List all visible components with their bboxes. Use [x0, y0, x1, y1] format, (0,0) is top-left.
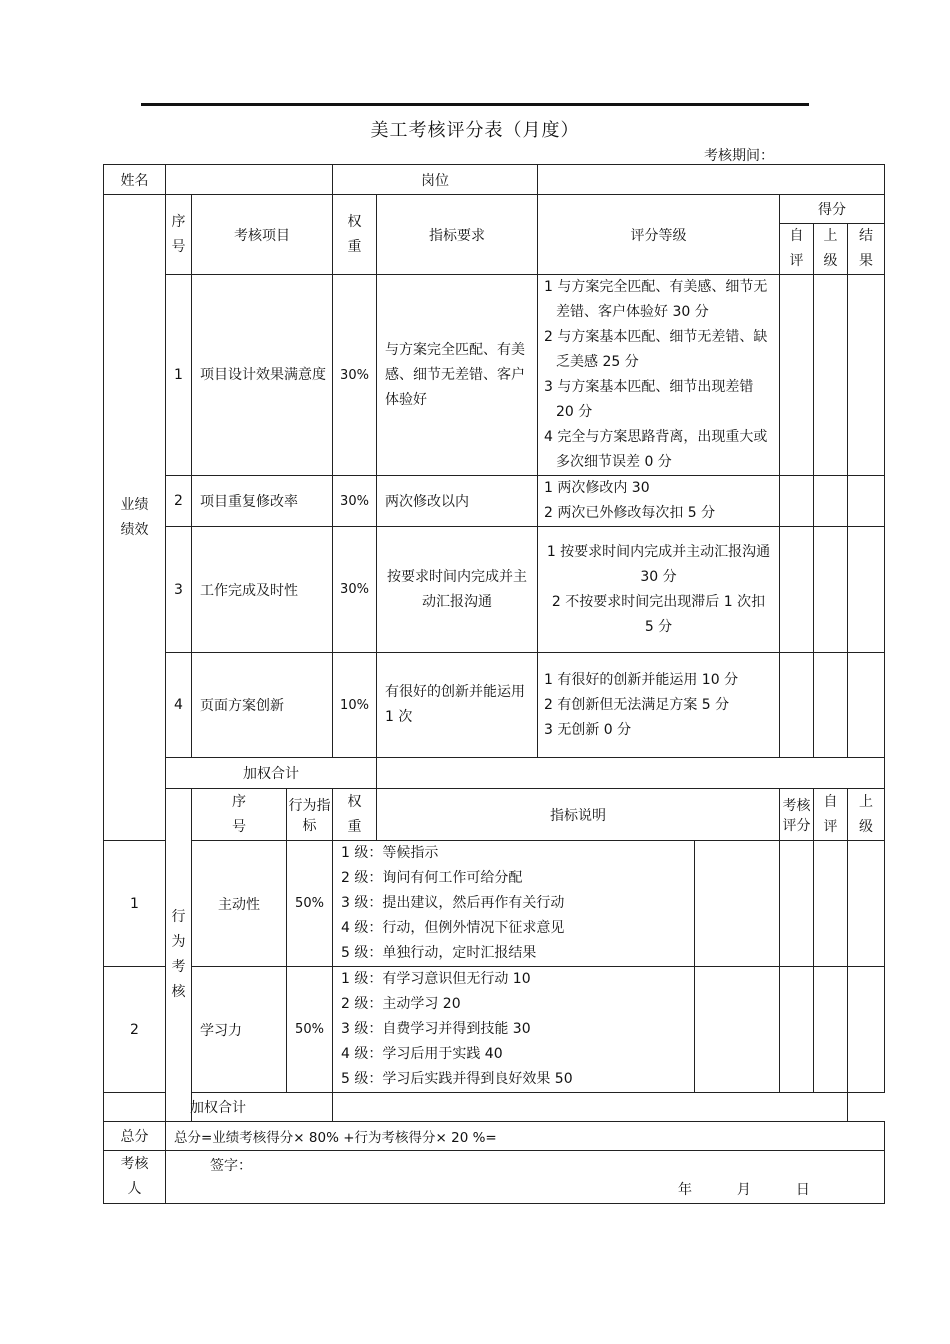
grade-line: 2 不按要求时间完出现滞后 1 次扣 5 分	[551, 593, 766, 635]
perf-grades	[538, 275, 780, 476]
perf-col-self: 自 评	[780, 224, 814, 275]
sign-label: 签字：	[210, 1158, 252, 1174]
beh-levels	[333, 841, 695, 967]
perf-item: 工作完成及时性	[192, 527, 333, 653]
result-score-cell[interactable]	[848, 275, 885, 476]
level-line: 2 级：主动学习 20	[341, 996, 461, 1012]
perf-col-superior: 上 级	[814, 224, 848, 275]
perf-col-score: 得分	[780, 195, 885, 224]
self-score-cell[interactable]	[780, 476, 814, 527]
level-line: 3 级：自费学习并得到技能 30	[341, 1021, 531, 1037]
perf-total-value[interactable]	[377, 758, 885, 789]
eval-score-cell[interactable]	[695, 967, 780, 1093]
level-line: 3 级：提出建议，然后再作有关行动	[341, 895, 565, 911]
perf-col-item: 考核项目	[192, 195, 333, 275]
perf-item: 页面方案创新	[192, 653, 333, 758]
grade-line: 3 无创新 0 分	[544, 721, 632, 738]
beh-col-seq: 序 号	[192, 789, 287, 841]
perf-seq: 1	[166, 275, 192, 476]
perf-section-label: 业绩 绩效	[104, 195, 166, 841]
level-line: 5 级：单独行动，定时汇报结果	[341, 945, 537, 961]
assessor-sign-cell[interactable]	[166, 1151, 885, 1204]
beh-total-label: 加权合计	[104, 1093, 333, 1122]
superior-score-cell[interactable]	[814, 275, 848, 476]
grade-line: 2 两次已外修改每次扣 5 分	[544, 505, 716, 521]
total-label: 总分	[104, 1122, 166, 1151]
position-field[interactable]	[538, 165, 885, 195]
beh-total-value[interactable]	[333, 1093, 848, 1122]
perf-col-req: 指标要求	[377, 195, 538, 275]
grade-line: 1 两次修改内 30	[544, 480, 650, 496]
result-score-cell[interactable]	[848, 841, 885, 967]
perf-req: 两次修改以内	[377, 476, 538, 527]
perf-col-grade: 评分等级	[538, 195, 780, 275]
perf-item: 项目设计效果满意度	[192, 275, 333, 476]
level-line: 1 级：等候指示	[341, 845, 439, 861]
perf-grades	[538, 476, 780, 527]
perf-item: 项目重复修改率	[192, 476, 333, 527]
sign-date	[678, 1179, 810, 1199]
beh-col-item: 行为指标	[287, 789, 333, 841]
beh-seq: 1	[104, 841, 166, 967]
table-row	[104, 476, 885, 527]
perf-seq: 2	[166, 476, 192, 527]
table-row	[104, 527, 885, 653]
level-line: 2 级：询问有何工作可给分配	[341, 870, 523, 886]
result-score-cell[interactable]	[848, 476, 885, 527]
beh-levels	[333, 967, 695, 1093]
result-score-cell[interactable]	[848, 527, 885, 653]
beh-col-eval: 考核评分	[780, 789, 814, 841]
superior-score-cell[interactable]	[814, 841, 848, 967]
perf-seq: 3	[166, 527, 192, 653]
beh-col-desc: 指标说明	[377, 789, 780, 841]
superior-score-cell[interactable]	[814, 653, 848, 758]
perf-weight: 10%	[333, 653, 377, 758]
perf-grades	[538, 527, 780, 653]
perf-grades	[538, 653, 780, 758]
beh-col-weight: 权 重	[333, 789, 377, 841]
self-score-cell[interactable]	[780, 841, 814, 967]
perf-weight: 30%	[333, 476, 377, 527]
name-field[interactable]	[166, 165, 333, 195]
superior-score-cell[interactable]	[814, 476, 848, 527]
perf-col-seq: 序 号	[166, 195, 192, 275]
result-score-cell[interactable]	[848, 967, 885, 1093]
assessor-label: 考核 人	[104, 1151, 166, 1204]
self-score-cell[interactable]	[780, 275, 814, 476]
year-label: 年	[678, 1182, 692, 1198]
perf-seq: 4	[166, 653, 192, 758]
table-row	[104, 841, 885, 967]
grade-line: 1 与方案完全匹配、有美感、细节无差错、客户体验好 30 分	[544, 279, 768, 320]
grade-line: 4 完全与方案思路背离，出现重大或多次细节误差 0 分	[544, 429, 768, 470]
position-label: 岗位	[333, 165, 538, 195]
beh-seq: 2	[104, 967, 166, 1093]
level-line: 4 级：学习后用于实践 40	[341, 1046, 503, 1062]
self-score-cell[interactable]	[780, 527, 814, 653]
perf-col-result: 结 果	[848, 224, 885, 275]
perf-col-weight: 权 重	[333, 195, 377, 275]
perf-req: 有很好的创新并能运用 1 次	[377, 653, 538, 758]
perf-weight: 30%	[333, 275, 377, 476]
day-label: 日	[795, 1182, 810, 1198]
perf-req: 与方案完全匹配、有美感、细节无差错、客户体验好	[377, 275, 538, 476]
level-line: 4 级：行动，但例外情况下征求意见	[341, 920, 565, 936]
self-score-cell[interactable]	[780, 653, 814, 758]
self-score-cell[interactable]	[780, 967, 814, 1093]
beh-item: 主动性	[192, 841, 287, 967]
evaluation-table	[103, 164, 885, 1204]
perf-weight: 30%	[333, 527, 377, 653]
superior-score-cell[interactable]	[814, 527, 848, 653]
grade-line: 1 有很好的创新并能运用 10 分	[544, 671, 739, 688]
page-title: 美工考核评分表（月度）	[370, 120, 580, 141]
beh-col-self: 自 评	[814, 789, 848, 841]
period-label: 考核期间：	[704, 148, 774, 164]
table-row	[104, 967, 885, 1093]
table-row	[104, 275, 885, 476]
perf-req: 按要求时间内完成并主动汇报沟通	[377, 527, 538, 653]
beh-col-superior: 上 级	[848, 789, 885, 841]
beh-weight: 50%	[287, 841, 333, 967]
beh-weight: 50%	[287, 967, 333, 1093]
grade-line: 1 按要求时间内完成并主动汇报沟通 30 分	[546, 543, 771, 585]
eval-score-cell[interactable]	[695, 841, 780, 967]
level-line: 1 级：有学习意识但无行动 10	[341, 971, 531, 987]
month-label: 月	[736, 1182, 751, 1198]
behavior-section-label: 行 为 考核	[166, 789, 192, 1122]
beh-item: 学习力	[192, 967, 287, 1093]
perf-total-label: 加权合计	[166, 758, 377, 789]
result-score-cell[interactable]	[848, 653, 885, 758]
superior-score-cell[interactable]	[814, 967, 848, 1093]
grade-line: 3 与方案基本匹配、细节出现差错 20 分	[544, 379, 754, 420]
table-row	[104, 653, 885, 758]
top-rule	[141, 103, 809, 106]
grade-line: 2 有创新但无法满足方案 5 分	[544, 696, 730, 713]
total-formula: 总分=业绩考核得分× 80% +行为考核得分× 20 %=	[166, 1122, 885, 1151]
grade-line: 2 与方案基本匹配、细节无差错、缺乏美感 25 分	[544, 329, 768, 370]
name-label: 姓名	[104, 165, 166, 195]
level-line: 5 级：学习后实践并得到良好效果 50	[341, 1071, 573, 1087]
